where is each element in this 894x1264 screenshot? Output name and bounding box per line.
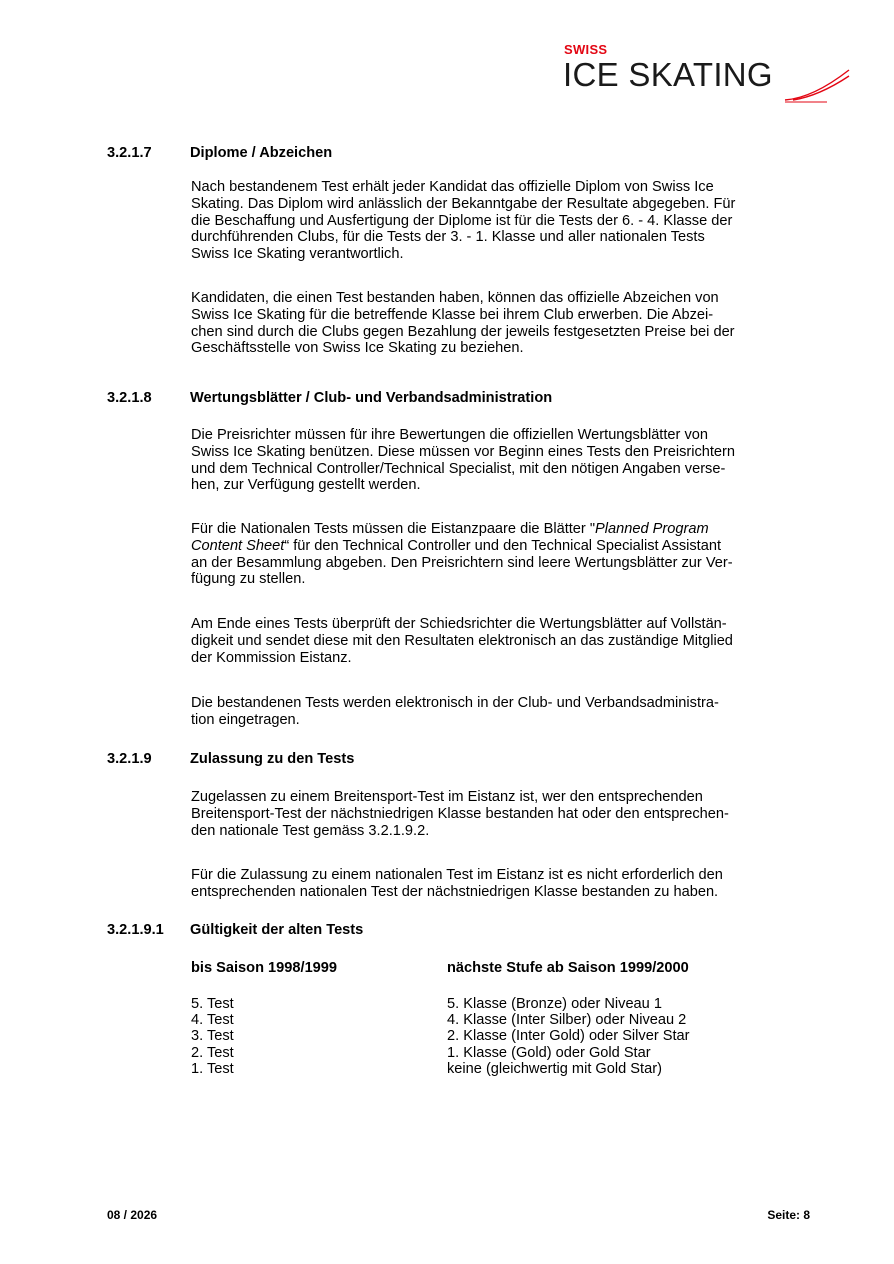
text-line	[191, 538, 811, 555]
text-line: Geschäftsstelle von Swiss Ice Skating zu beziehen.	[191, 340, 524, 357]
text-line: Am Ende eines Tests überprüft der Schiedsrichter die Wertungsblätter auf Vollstän-	[191, 616, 727, 632]
text-line: an der Besammlung abgeben. Den Preisrichtern sind leere Wertungsblätter zur Ver-	[191, 554, 733, 571]
table-cell: 2. Test	[191, 1044, 234, 1061]
text-line: den nationale Test gemäss 3.2.1.9.2.	[191, 822, 430, 839]
section-title: Zulassung zu den Tests	[190, 751, 355, 767]
table-column-old	[191, 996, 234, 1077]
section-number: 3.2.1.7	[107, 145, 152, 161]
logo-skate-lines-icon	[783, 64, 853, 104]
section-heading-3-2-1-7	[107, 145, 332, 161]
text-line: der Kommission Eistanz.	[191, 649, 352, 666]
table-cell: 3. Test	[191, 1028, 234, 1045]
text-line: Die Preisrichter müssen für ihre Bewertungen die offiziellen Wertungsblätter von	[191, 427, 708, 443]
section-title: Diplome / Abzeichen	[190, 145, 333, 161]
text-line	[191, 521, 811, 538]
section-number: 3.2.1.9.1	[107, 922, 164, 938]
footer-date: 08 / 2026	[107, 1208, 158, 1222]
text-line: Swiss Ice Skating verantwortlich.	[191, 246, 404, 263]
section-title: Gültigkeit der alten Tests	[190, 922, 364, 938]
text-line: digkeit und sendet diese mit den Resultaten elektronisch an das zuständige Mitglied	[191, 632, 733, 649]
paragraph-wertungsblaetter	[191, 427, 811, 494]
text-line: die Beschaffung und Ausfertigung der Diplome ist für die Tests der 6. - 4. Klasse der	[191, 212, 733, 229]
text-line: hen, zur Verfügung gestellt werden.	[191, 477, 421, 494]
text-line: Nach bestandenem Test erhält jeder Kandidat das offizielle Diplom von Swiss Ice	[191, 179, 714, 195]
text-line: chen sind durch die Clubs gegen Bezahlung der jeweils festgesetzten Preise bei der	[191, 323, 735, 340]
table-header-old: bis Saison 1998/1999	[191, 960, 338, 976]
text-fragment: Für die Nationalen Tests müssen die Eistanzpaare die Blätter "	[191, 521, 596, 537]
text-line: und dem Technical Controller/Technical Specialist, mit den nötigen Angaben verse-	[191, 460, 726, 477]
table-cell: 1. Test	[191, 1060, 234, 1077]
section-title: Wertungsblätter / Club- und Verbandsadministration	[190, 390, 553, 406]
table-cell: 2. Klasse (Inter Gold) oder Silver Star	[447, 1028, 690, 1045]
text-italic: Content Sheet	[191, 537, 285, 554]
section-number: 3.2.1.8	[107, 390, 152, 406]
table-cell: 5. Test	[191, 996, 234, 1012]
text-line: Die bestandenen Tests werden elektronisch in der Club- und Verbandsadministra-	[191, 695, 719, 711]
table-cell: 4. Test	[191, 1012, 234, 1029]
paragraph-nationale-tests	[191, 521, 811, 588]
text-line: Zugelassen zu einem Breitensport-Test im Eistanz ist, wer den entsprechenden	[191, 789, 703, 805]
text-italic: Planned Program	[595, 521, 709, 537]
text-line: Swiss Ice Skating benützen. Diese müssen vor Beginn eines Tests den Preisrichtern	[191, 443, 736, 460]
table-cell: 4. Klasse (Inter Silber) oder Niveau 2	[447, 1012, 687, 1029]
paragraph-zulassung-national	[191, 867, 811, 901]
footer-page-number: Seite: 8	[767, 1208, 810, 1222]
text-line: Für die Zulassung zu einem nationalen Test im Eistanz ist es nicht erforderlich den	[191, 867, 723, 883]
section-heading-3-2-1-8	[107, 390, 552, 406]
paragraph-zulassung-breitensport	[191, 789, 811, 839]
text-line: Kandidaten, die einen Test bestanden haben, können das offizielle Abzeichen von	[191, 290, 719, 306]
text-line: tion eingetragen.	[191, 711, 300, 728]
paragraph-diplome	[191, 179, 811, 263]
text-line: durchführenden Clubs, für die Tests der 3. - 1. Klasse und aller nationalen Tests	[191, 229, 705, 246]
text-line: entsprechenden nationalen Test der nächstniedrigen Klasse bestanden zu haben.	[191, 883, 719, 900]
section-number: 3.2.1.9	[107, 751, 152, 767]
table-column-new	[447, 996, 690, 1077]
table-cell: 5. Klasse (Bronze) oder Niveau 1	[447, 996, 662, 1012]
text-line: fügung zu stellen.	[191, 571, 306, 588]
text-line: Breitensport-Test der nächstniedrigen Klasse bestanden hat oder den entsprechen-	[191, 805, 729, 822]
paragraph-schiedsrichter	[191, 616, 811, 666]
text-fragment: “ für den Technical Controller und den Technical Specialist Assistant	[284, 537, 722, 554]
section-heading-3-2-1-9-1	[107, 922, 363, 938]
text-line: Skating. Das Diplom wird anlässlich der Bekanntgabe der Resultate abgegeben. Für	[191, 195, 736, 212]
swiss-ice-skating-logo	[563, 42, 853, 108]
logo-swiss-text: SWISS	[564, 42, 608, 57]
table-cell: keine (gleichwertig mit Gold Star)	[447, 1060, 662, 1077]
paragraph-abzeichen	[191, 290, 811, 357]
section-heading-3-2-1-9	[107, 751, 354, 767]
text-line: Swiss Ice Skating für die betreffende Klasse bei ihrem Club erwerben. Die Abzei-	[191, 306, 714, 323]
table-header-new: nächste Stufe ab Saison 1999/2000	[447, 960, 689, 976]
paragraph-administration	[191, 695, 811, 729]
table-cell: 1. Klasse (Gold) oder Gold Star	[447, 1044, 651, 1061]
logo-ice-skating-text: ICE SKATING	[563, 56, 773, 93]
